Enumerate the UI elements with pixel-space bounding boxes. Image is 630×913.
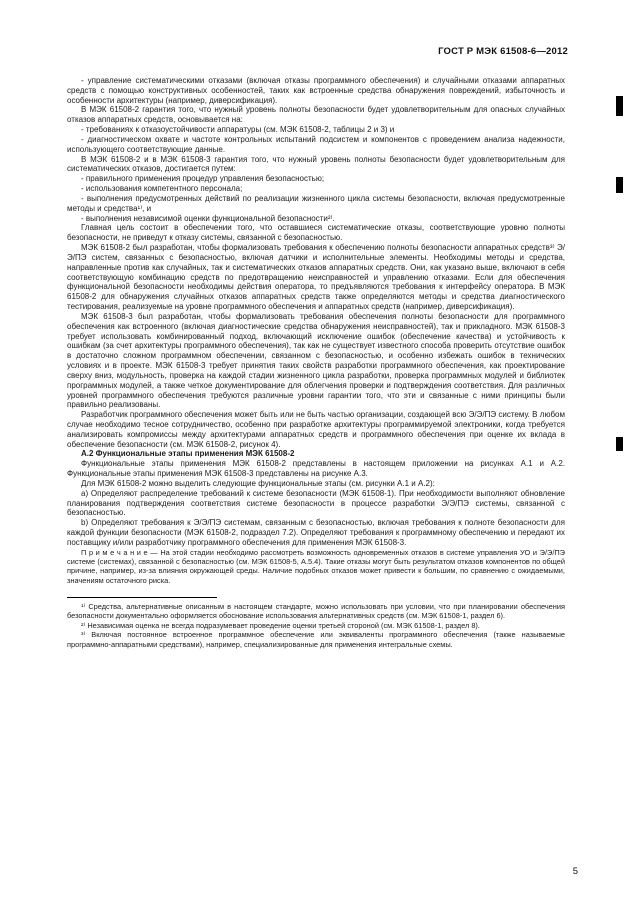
list-item: - выполнения независимой оценки функциональной безопасности²⁾.	[81, 213, 335, 223]
footnote: ²⁾ Независимая оценка не всегда подразумевает проведение оценки третьей стороной (см. МЭК 61508-1, раздел 8).	[81, 620, 480, 630]
body-text	[67, 76, 565, 649]
body-paragraph: В МЭК 61508-2 гарантия того, что нужный уровень полноты безопасности будет удовлетворительным для опасных случайных отказов аппаратных средств, основывается на:	[67, 105, 565, 125]
list-item: - правильного применения процедур управления безопасностью;	[81, 174, 325, 184]
body-paragraph: b) Определяют требования к Э/Э/ПЭ системам, связанным с безопасностью, включая требования к полноте безопасности для каждой функции безопасности (МЭК 61508-2, подраздел 7.2). Определяют требования к программному обеспечению и передают их поставщику и/или разработчику программного обеспечения для применения МЭК 61508-3.	[67, 518, 565, 547]
body-paragraph: Разработчик программного обеспечения может быть или не быть частью организации, создающей всю Э/Э/ПЭ систему. В любом случае необходимо тесное сотрудничество, особенно при разработке архитектуры программируемой электроники, когда требуется анализировать компромиссы между архитектурами аппаратных средств и программного обеспечения при оценке их вклада в обеспечение безопасности (см. МЭК 61508-2, рисунок 4).	[67, 410, 565, 449]
revision-bar	[616, 177, 623, 193]
body-paragraph: Функциональные этапы применения МЭК 61508-2 представлены в настоящем приложении на рисунках А.1 и А.2. Функциональные этапы применения МЭК 61508-3 представлены на рисунке А.3.	[67, 459, 565, 479]
body-paragraph: МЭК 61508-3 был разработан, чтобы формализовать требования обеспечения полноты безопасности для программного обеспечения как встроенного (включая диагностические средства обнаружения неисправностей), так и прикладного. МЭК 61508-3 требует использовать комбинированный подход, включающий исключение ошибок (обеспечение качества) и устойчивость к ошибкам (за счет архитектуры программного обеспечения), так как не существует известного способа проверить отсутствие ошибок в достаточно сложном программном обеспечении, связанном с безопасностью, и особенно избежать ошибок в технических условиях и в проекте. МЭК 61508-3 требует принятия таких свойств разработки программного обеспечения, как проектирование сверху вниз, модульность, проверка на каждой стадии жизненного цикла разработки, проверка программных модулей и библиотек программных модулей, а также четкое документирование для облегчения проверки и подтверждения соответствия. Для различных уровней программного обеспечения требуются различные уровни гарантии того, что эти и связанные с ними принципы были правильно реализованы.	[67, 311, 565, 410]
section-heading: А.2 Функциональные этапы применения МЭК 61508-2	[81, 449, 295, 459]
list-item: - управление систематическими отказами (включая отказы программного обеспечения) и случайными отказами аппаратных средств с помощью конструктивных особенностей, таких как встроенные средства обнаружения повреждений, избыточность и особенности архитектуры (например, диверсификация).	[67, 76, 565, 105]
page-number: 5	[572, 866, 578, 877]
list-item: - использования компетентного персонала;	[81, 184, 243, 194]
footnote: ¹⁾ Средства, альтернативные описанным в настоящем стандарте, можно использовать при условии, что при планировании обеспечения безопасности документально оформляется обоснование использования альтернативных средств (см. МЭК 61508-1, раздел 6).	[67, 602, 565, 621]
list-item: - выполнения предусмотренных действий по реализации жизненного цикла системы безопасности, включая предусмотренные методы и средства¹⁾, и	[67, 193, 565, 213]
body-paragraph: В МЭК 61508-2 и в МЭК 61508-3 гарантия того, что нужный уровень полноты безопасности будет удовлетворительным для систематических отказов, достигается путем:	[67, 154, 565, 174]
revision-bar	[616, 96, 623, 116]
note-paragraph: П р и м е ч а н и е — На этой стадии необходимо рассмотреть возможность одновременных отказов в системе управления УО и Э/Э/ПЭ системе (системах), связанной с безопасностью (см. МЭК 61508-5, А.5.4). Такие отказы могут быть результатом отказов компонентов по общей причине, например, из-за влияния окружающей среды. Наличие подобных отказов может привести к большим, по сравнению с ожидаемыми, значениям остаточного риска.	[67, 547, 565, 585]
footnote-separator	[67, 597, 217, 598]
body-paragraph: а) Определяют распределение требований к системе безопасности (МЭК 61508-1). При необходимости выполняют обновление планирования подтверждения соответствия системе безопасности в процессе разработки Э/Э/ПЭ системы, связанной с безопасностью.	[67, 488, 565, 518]
footnotes	[67, 602, 565, 649]
footnote: ³⁾ Включая постоянное встроенное программное обеспечение или эквиваленты программного обеспечения (также называемые программно-аппаратными средствами), например, специализированные для применения интегральные схемы.	[67, 630, 565, 649]
list-item: - диагностическом охвате и частоте контрольных испытаний подсистем и компонентов с проведением анализа надежности, использующего соответствующие данные.	[67, 134, 565, 154]
standard-header: ГОСТ Р МЭК 61508-6—2012	[438, 46, 568, 57]
body-paragraph: МЭК 61508-2 был разработан, чтобы формализовать требования к обеспечению полноты безопасности аппаратных средств³⁾ Э/Э/ПЭ систем, связанных с безопасностью, включая датчики и исполнительные элементы. Необходимы методы и средства, направленные против как случайных, так и систематических отказов аппаратных средств. Они, как указано выше, включают в себя соответствующую комбинацию средств по предотвращению неисправностей и управлению отказами. Если для обеспечения функциональной безопасности необходимы действия оператора, то предъявляются требования к интерфейсу оператора. В МЭК 61508-2 для обнаружения случайных отказов аппаратных средств также определяются методы и средства диагностического тестирования, реализуемые на уровне программного обеспечения и аппаратных средств (например, диверсификация).	[67, 243, 565, 312]
body-paragraph: Для МЭК 61508-2 можно выделить следующие функциональные этапы (см. рисунки А.1 и А.2):	[81, 478, 435, 488]
body-paragraph: Главная цель состоит в обеспечении того, что оставшиеся систематические отказы, соответствующие уровню полноты безопасности, не приведут к отказу системы, связанной с безопасностью.	[67, 223, 565, 243]
list-item: - требованиях к отказоустойчивости аппаратуры (см. МЭК 61508-2, таблицы 2 и 3) и	[81, 125, 395, 135]
revision-bar	[616, 437, 623, 451]
